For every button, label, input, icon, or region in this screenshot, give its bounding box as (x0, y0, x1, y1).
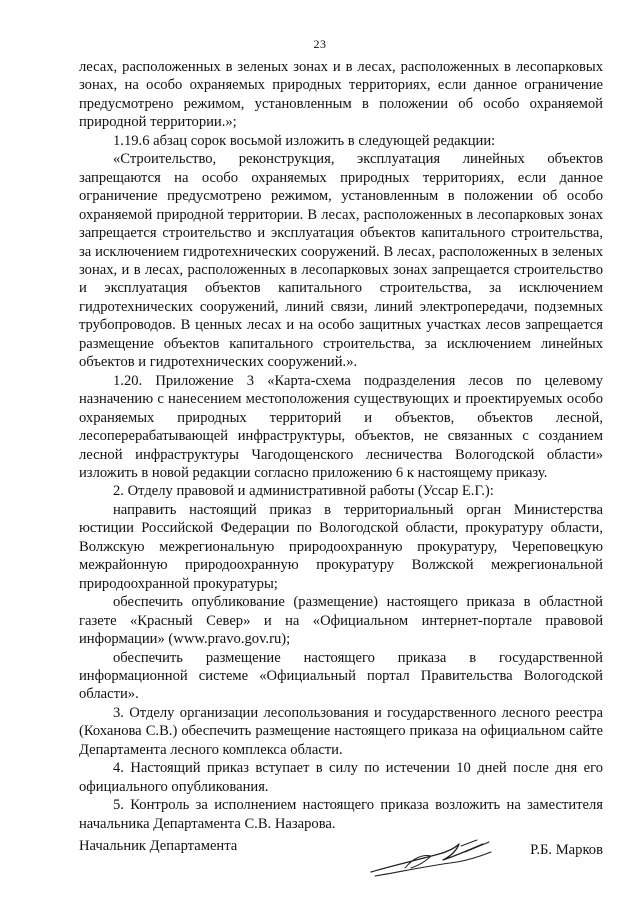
paragraph-1-19-6: 1.19.6 абзац сорок восьмой изложить в следующей редакции: (113, 132, 496, 149)
paragraph-item-5: 5. Контроль за исполнением настоящего приказа возложить на заместителя начальника Департамента С.В. Назарова. (79, 797, 603, 832)
signature-block (79, 832, 603, 882)
page-number: 23 (313, 37, 327, 51)
paragraph-quoted-amendment: «Строительство, реконструкция, эксплуатация линейных объектов запрещаются на особо охраняемых природных территориях, если данное ограничение предусмотрено режимом, установленным в положении об особо охраняемой природной территории. В лесах, расположенных в лесопарковых зонах запрещается строительство и эксплуатация объектов капитального строительства, за исключением гидротехнических сооружений. В лесах, расположенных в зеленых зонах, и в лесах, расположенных в лесопарковых зонах запрещается строительство и эксплуатация объектов капитального строительства, за исключением гидротехнических сооружений, линий связи, линий электропередачи, подземных трубопроводов. В ценных лесах и на особо защитных участках лесов запрещается размещение объектов капитального строительства, за исключением линейных объектов и гидротехнических сооружений.». (79, 151, 603, 371)
signer-name: Р.Б. Марков (530, 842, 603, 858)
paragraph-item-4: 4. Настоящий приказ вступает в силу по истечении 10 дней после дня его официального опубликования. (79, 760, 603, 795)
paragraph-gis-portal: обеспечить размещение настоящего приказа в государственной информационной системе «Официальный портал Правительства Вологодской области». (79, 649, 603, 703)
paragraph-item-2: 2. Отделу правовой и административной работы (Уссар Е.Г.): (113, 483, 494, 500)
paragraph-continuation: лесах, расположенных в зеленых зонах и в лесах, расположенных в лесопарковых зонах, на особо охраняемых природных территориях, если данное ограничение предусмотрено режимом, установленным в положении об особо охраняемой природной территории.»; (79, 59, 603, 131)
document-body (79, 58, 603, 833)
paragraph-send-order: направить настоящий приказ в территориальный орган Министерства юстиции Российской Федерации по Вологодской области, прокуратуру области, Волжскую межрегиональную природоохранную прокуратуру, Череповецкую межрайонную природоохранную прокуратуру Волжской межрегиональной природоохранной прокуратуры; (79, 501, 603, 592)
paragraph-item-3: 3. Отделу организации лесопользования и государственного лесного реестра (Коханова С.В.) обеспечить размещение настоящего приказа на официальном сайте Департамента лесного комплекса области. (79, 704, 603, 758)
signer-title: Начальник Департамента (79, 838, 238, 854)
paragraph-publication: обеспечить опубликование (размещение) настоящего приказа в областной газете «Красный Север» и на «Официальном интернет-портале правовой информации» (www.pravo.gov.ru); (79, 594, 603, 648)
paragraph-1-20: 1.20. Приложение 3 «Карта-схема подразделения лесов по целевому назначению с нанесением местоположения существующих и проектируемых особо охраняемых природных территорий и объектов, объектов лесной, лесоперерабатывающей инфраструктуры, объектов, не связанных с созданием лесной инфраструктуры Чагодощенского лесничества Вологодской области» изложить в новой редакции согласно приложению 6 к настоящему приказу. (79, 372, 603, 481)
handwritten-signature (365, 832, 497, 882)
